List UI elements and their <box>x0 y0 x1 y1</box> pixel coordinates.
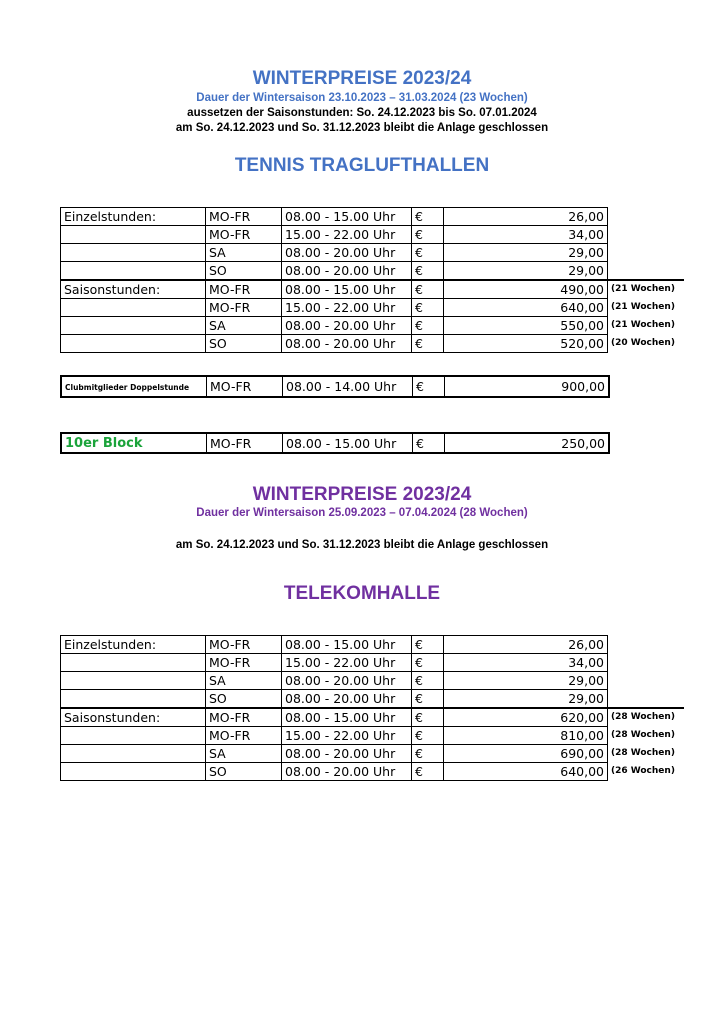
row-time: 08.00 - 20.00 Uhr <box>282 335 412 353</box>
row-price: 29,00 <box>444 690 608 709</box>
row-label <box>61 226 206 244</box>
row-label <box>61 672 206 690</box>
block-label: 10er Block <box>65 436 143 451</box>
block-day: MO-FR <box>207 433 283 453</box>
row-time: 15.00 - 22.00 Uhr <box>282 654 412 672</box>
section2-title: WINTERPREISE 2023/24 <box>252 484 472 505</box>
block-table <box>60 432 610 454</box>
row-label <box>61 299 206 317</box>
row-price: 34,00 <box>444 654 608 672</box>
row-price: 26,00 <box>444 208 608 226</box>
row-weeks <box>608 262 685 281</box>
row-time: 08.00 - 20.00 Uhr <box>282 672 412 690</box>
row-day: SA <box>206 672 282 690</box>
row-time: 08.00 - 20.00 Uhr <box>282 244 412 262</box>
row-time: 08.00 - 15.00 Uhr <box>282 208 412 226</box>
row-currency: € <box>412 745 444 763</box>
table-row <box>61 433 609 453</box>
row-day: SO <box>206 262 282 281</box>
row-day: MO-FR <box>206 636 282 654</box>
section1-title: WINTERPREISE 2023/24 <box>252 68 472 89</box>
row-label <box>61 244 206 262</box>
row-weeks: (28 Wochen) <box>608 708 685 727</box>
row-weeks <box>608 636 685 654</box>
row-price: 690,00 <box>444 745 608 763</box>
club-currency: € <box>413 376 445 397</box>
row-time: 08.00 - 15.00 Uhr <box>282 280 412 299</box>
table-row <box>61 244 685 262</box>
row-weeks <box>608 244 685 262</box>
table-row <box>61 208 685 226</box>
club-day: MO-FR <box>207 376 283 397</box>
row-weeks <box>608 226 685 244</box>
row-weeks <box>608 672 685 690</box>
row-price: 620,00 <box>444 708 608 727</box>
row-day: SO <box>206 335 282 353</box>
row-currency: € <box>412 654 444 672</box>
section1-note-pause: aussetzen der Saisonstunden: So. 24.12.2023 bis So. 07.01.2024 <box>187 107 537 119</box>
row-day: MO-FR <box>206 208 282 226</box>
row-price: 550,00 <box>444 317 608 335</box>
row-weeks <box>608 654 685 672</box>
row-time: 08.00 - 20.00 Uhr <box>282 763 412 781</box>
row-day: MO-FR <box>206 708 282 727</box>
row-price: 34,00 <box>444 226 608 244</box>
row-currency: € <box>412 335 444 353</box>
section2-hall-title: TELEKOMHALLE <box>283 583 441 604</box>
block-time: 08.00 - 15.00 Uhr <box>283 433 413 453</box>
price-table-tragluft <box>60 207 684 353</box>
row-price: 29,00 <box>444 244 608 262</box>
section2-note-closed: am So. 24.12.2023 und So. 31.12.2023 bleibt die Anlage geschlossen <box>175 539 549 551</box>
row-currency: € <box>412 690 444 709</box>
row-price: 520,00 <box>444 335 608 353</box>
table-row <box>61 745 685 763</box>
row-currency: € <box>412 672 444 690</box>
row-currency: € <box>412 636 444 654</box>
row-label <box>61 745 206 763</box>
row-day: SA <box>206 745 282 763</box>
price-table-telekom <box>60 635 684 781</box>
table-row <box>61 763 685 781</box>
row-label <box>61 654 206 672</box>
table-row <box>61 317 685 335</box>
row-weeks: (20 Wochen) <box>611 338 675 348</box>
club-price: 900,00 <box>445 376 610 397</box>
row-label: Einzelstunden: <box>61 208 206 226</box>
row-weeks <box>608 208 685 226</box>
row-day: MO-FR <box>206 280 282 299</box>
row-time: 15.00 - 22.00 Uhr <box>282 727 412 745</box>
table-row <box>61 636 685 654</box>
row-time: 08.00 - 20.00 Uhr <box>282 690 412 709</box>
row-label <box>61 262 206 281</box>
row-label <box>61 727 206 745</box>
row-price: 490,00 <box>444 280 608 299</box>
row-weeks: (26 Wochen) <box>611 766 675 776</box>
table-row <box>61 226 685 244</box>
club-label: Clubmitglieder Doppelstunde <box>65 383 190 392</box>
row-time: 08.00 - 15.00 Uhr <box>282 636 412 654</box>
row-time: 15.00 - 22.00 Uhr <box>282 299 412 317</box>
row-day: MO-FR <box>206 299 282 317</box>
row-day: MO-FR <box>206 654 282 672</box>
table-row <box>61 376 609 397</box>
row-currency: € <box>412 727 444 745</box>
row-time: 15.00 - 22.00 Uhr <box>282 226 412 244</box>
row-weeks <box>608 690 685 709</box>
row-weeks: (28 Wochen) <box>611 730 675 740</box>
section2-season: Dauer der Wintersaison 25.09.2023 – 07.04.2024 (28 Wochen) <box>196 507 528 519</box>
row-currency: € <box>412 299 444 317</box>
table-row <box>61 672 685 690</box>
block-currency: € <box>413 433 445 453</box>
row-day: MO-FR <box>206 226 282 244</box>
club-time: 08.00 - 14.00 Uhr <box>283 376 413 397</box>
row-label: Saisonstunden: <box>61 280 206 299</box>
row-currency: € <box>412 763 444 781</box>
row-currency: € <box>412 262 444 281</box>
row-price: 640,00 <box>444 299 608 317</box>
row-day: SA <box>206 244 282 262</box>
table-row <box>61 262 685 281</box>
row-currency: € <box>412 208 444 226</box>
row-day: MO-FR <box>206 727 282 745</box>
row-weeks: (28 Wochen) <box>611 748 675 758</box>
row-time: 08.00 - 20.00 Uhr <box>282 262 412 281</box>
row-label <box>61 763 206 781</box>
row-label: Einzelstunden: <box>61 636 206 654</box>
row-time: 08.00 - 20.00 Uhr <box>282 317 412 335</box>
table-row <box>61 299 685 317</box>
row-day: SO <box>206 690 282 709</box>
row-label: Saisonstunden: <box>61 708 206 727</box>
row-price: 29,00 <box>444 262 608 281</box>
row-label <box>61 317 206 335</box>
table-row <box>61 654 685 672</box>
row-label <box>61 335 206 353</box>
block-price: 250,00 <box>445 433 610 453</box>
row-day: SA <box>206 317 282 335</box>
club-member-table <box>60 375 610 398</box>
row-time: 08.00 - 20.00 Uhr <box>282 745 412 763</box>
section1-note-closed: am So. 24.12.2023 und So. 31.12.2023 bleibt die Anlage geschlossen <box>175 122 549 134</box>
row-weeks: (21 Wochen) <box>608 280 685 299</box>
table-row <box>61 280 685 299</box>
row-currency: € <box>412 280 444 299</box>
row-weeks: (21 Wochen) <box>611 320 675 330</box>
row-currency: € <box>412 244 444 262</box>
row-currency: € <box>412 317 444 335</box>
table-row <box>61 335 685 353</box>
row-price: 26,00 <box>444 636 608 654</box>
table-row <box>61 727 685 745</box>
table-row <box>61 690 685 709</box>
row-label <box>61 690 206 709</box>
row-price: 29,00 <box>444 672 608 690</box>
row-time: 08.00 - 15.00 Uhr <box>282 708 412 727</box>
row-currency: € <box>412 226 444 244</box>
row-price: 810,00 <box>444 727 608 745</box>
section1-hall-title: TENNIS TRAGLUFTHALLEN <box>234 155 490 176</box>
row-price: 640,00 <box>444 763 608 781</box>
table-row <box>61 708 685 727</box>
section1-season: Dauer der Wintersaison 23.10.2023 – 31.03.2024 (23 Wochen) <box>196 92 528 104</box>
row-weeks: (21 Wochen) <box>611 302 675 312</box>
row-currency: € <box>412 708 444 727</box>
row-day: SO <box>206 763 282 781</box>
